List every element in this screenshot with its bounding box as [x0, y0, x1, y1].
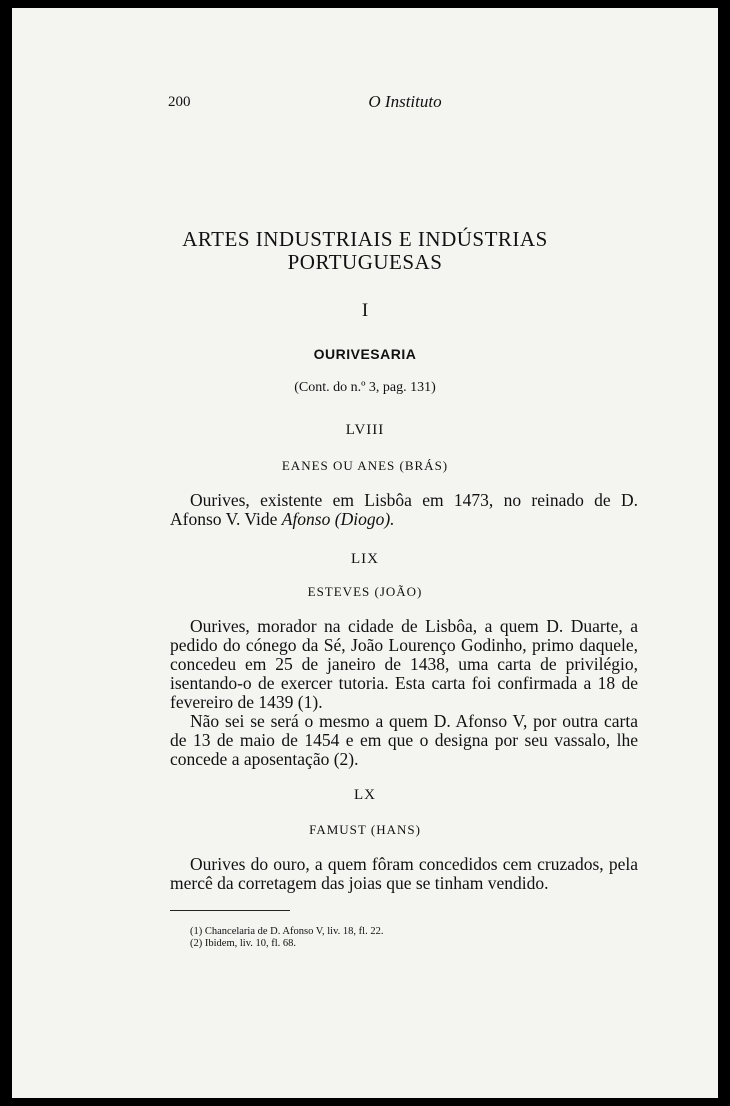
document-page	[12, 8, 718, 1098]
article-title-line2: PORTUGUESAS	[287, 250, 443, 274]
footnote: (2) Ibidem, liv. 10, fl. 68.	[190, 938, 297, 949]
entry-paragraph	[170, 617, 638, 769]
entry-name: EANES OU ANES (BRÁS)	[281, 458, 449, 473]
continuation-note: (Cont. do n.º 3, pag. 131)	[294, 380, 436, 395]
entry-text: Ourives do ouro, a quem fôram concedidos cem cruzados, pela mercê da corretagem das joias que se tinham vendido.	[170, 854, 638, 893]
entry-number: LIX	[351, 551, 379, 567]
entry-text-2: Não sei se será o mesmo a quem D. Afonso V, por outra carta de 13 de maio de 1454 e em que o designa por seu vassalo, lhe concede a aposentação (2).	[170, 711, 638, 769]
article-title-line1: ARTES INDUSTRIAIS E INDÚSTRIAS	[182, 227, 548, 251]
page-number: 200	[168, 94, 191, 110]
entry-number: LVIII	[345, 422, 385, 438]
section-number: I	[361, 300, 369, 321]
footnote-rule	[170, 910, 290, 911]
footnote: (1) Chancelaria de D. Afonso V, liv. 18, fl. 22.	[190, 926, 384, 937]
entry-name: FAMUST (HANS)	[309, 822, 421, 837]
section-subject: OURIVESARIA	[313, 346, 417, 362]
entry-name: ESTEVES (JOÃO)	[307, 584, 423, 599]
footnotes	[190, 926, 383, 950]
article-title	[12, 228, 718, 274]
entry-text: Ourives, existente em Lisbôa em 1473, no reinado de D. Afonso V. Vide	[170, 490, 638, 529]
running-title: O Instituto	[368, 92, 442, 111]
entry-paragraph	[170, 855, 638, 893]
entry-number: LX	[354, 787, 376, 803]
entry-paragraph	[170, 491, 638, 529]
entry-text: Ourives, morador na cidade de Lisbôa, a quem D. Duarte, a pedido do cónego da Sé, João Lourenço Godinho, primo daquele, concedeu em 25 de janeiro de 1438, uma carta de privilégio, isentando-o de exercer tutoria. Esta carta foi confirmada a 18 de fevereiro de 1439 (1).	[170, 616, 638, 712]
entry-reference: Afonso (Diogo).	[281, 509, 395, 529]
